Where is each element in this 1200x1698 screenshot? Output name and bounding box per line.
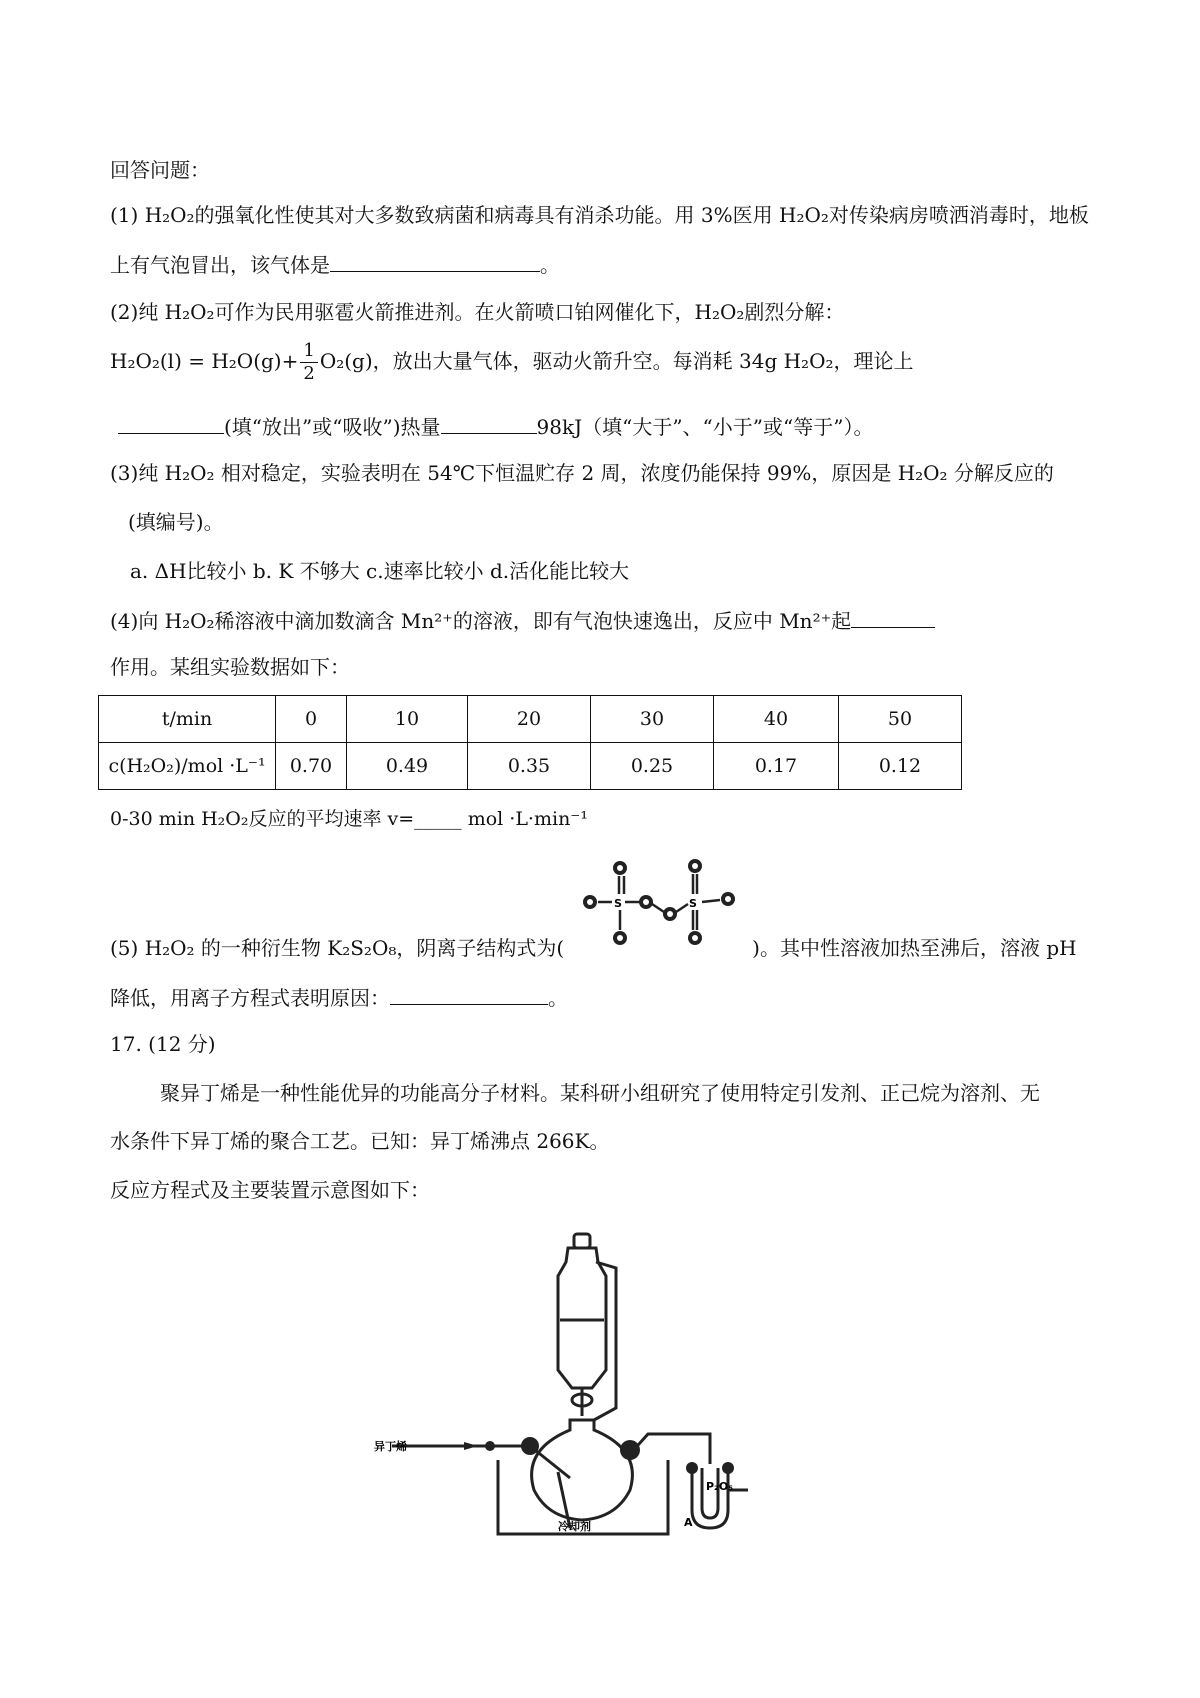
q1-text: 上有气泡冒出，该气体是 (110, 253, 330, 277)
drying-agent-label: P₂O₅ (706, 1480, 734, 1493)
q1-line1: (1) H₂O₂的强氧化性使其对大多数致病菌和病毒具有消杀功能。用 3%医用 H₂O₂对传染病房喷洒消毒时，地板 (110, 203, 1089, 227)
table-cell: 0.25 (591, 743, 714, 790)
table-cell: 0 (276, 696, 347, 743)
table-cell: 30 (591, 696, 714, 743)
table-cell: 10 (347, 696, 468, 743)
q5-answer-blank[interactable] (390, 982, 548, 1005)
q2-blank-2[interactable] (441, 411, 537, 434)
structure-s-left: S (614, 897, 622, 910)
section-heading: 回答问题： (110, 158, 210, 182)
q2-equation (110, 338, 914, 385)
q2-end: 98kJ（填“大于”、“小于”或“等于”）。 (536, 415, 874, 439)
structure-s-right: S (689, 897, 697, 910)
inlet-label: 异丁烯 (374, 1440, 407, 1453)
q4-line1 (110, 605, 935, 635)
fraction-denominator: 2 (303, 363, 315, 384)
q17-para1: 聚异丁烯是一种性能优异的功能高分子材料。某科研小组研究了使用特定引发剂、正己烷为溶剂、无 (160, 1081, 1040, 1105)
q1-line2 (110, 249, 560, 279)
q3-line2: (填编号)。 (128, 510, 224, 534)
fraction (300, 340, 317, 385)
q4-answer-blank[interactable] (851, 605, 935, 628)
q4-rate-line: 0-30 min H₂O₂反应的平均速率 v=_____ mol ·L·min⁻¹ (110, 808, 588, 830)
table-cell: 20 (468, 696, 591, 743)
table-cell: 0.12 (839, 743, 962, 790)
q5-suffix: )。其中性溶液加热至沸后，溶液 pH (752, 936, 1077, 960)
u-tube-label: A (684, 1516, 693, 1529)
table-row (99, 743, 962, 790)
fraction-numerator: 1 (300, 340, 317, 363)
table-cell: c(H₂O₂)/mol ·L⁻¹ (99, 743, 276, 790)
table-cell: 0.70 (276, 743, 347, 790)
q2-mid: (填“放出”或“吸收”)热量 (224, 415, 441, 439)
coolant-label: 冷却剂 (558, 1520, 591, 1533)
q5-line2 (110, 982, 568, 1012)
q4-text: (4)向 H₂O₂稀溶液中滴加数滴含 Mn²⁺的溶液，即有气泡快速逸出，反应中 Mn²⁺起 (110, 609, 852, 633)
q2-line3 (110, 411, 873, 441)
table-cell: 50 (839, 696, 962, 743)
q4-line2: 作用。某组实验数据如下： (110, 655, 350, 679)
q17-para2: 水条件下异丁烯的聚合工艺。已知：异丁烯沸点 266K。 (110, 1129, 610, 1153)
q2-line1: (2)纯 H₂O₂可作为民用驱雹火箭推进剂。在火箭喷口铂网催化下，H₂O₂剧烈分解： (110, 300, 845, 324)
table-row (99, 696, 962, 743)
q3-line1: (3)纯 H₂O₂ 相对稳定，实验表明在 54℃下恒温贮存 2 周，浓度仍能保持 99%，原因是 H₂O₂ 分解反应的 (110, 461, 1054, 485)
q1-end: 。 (540, 253, 560, 277)
table-cell: 0.17 (714, 743, 839, 790)
q3-options: a. ΔH比较小 b. K 不够大 c.速率比较小 d.活化能比较大 (130, 559, 630, 583)
data-table (98, 695, 962, 790)
q2-blank-1[interactable] (118, 411, 224, 434)
table-cell: 0.49 (347, 743, 468, 790)
table-cell: t/min (99, 696, 276, 743)
q5-text: (5) H₂O₂ 的一种衍生物 K₂S₂O₈，阴离子结构式为( (110, 936, 565, 960)
q1-answer-blank[interactable] (330, 249, 540, 272)
q2-eq-suffix: O₂(g)，放出大量气体，驱动火箭升空。每消耗 34g H₂O₂，理论上 (319, 349, 914, 373)
q5-text2: 降低，用离子方程式表明原因： (110, 986, 390, 1010)
q17-para3: 反应方程式及主要装置示意图如下： (110, 1178, 430, 1202)
q17-title: 17. (12 分) (110, 1032, 216, 1056)
q5-line1 (110, 934, 1077, 962)
table-cell: 40 (714, 696, 839, 743)
apparatus-diagram (374, 1228, 740, 1533)
q2-eq-prefix: H₂O₂(l) = H₂O(g)+ (110, 349, 299, 373)
q5-end: 。 (548, 986, 568, 1010)
table-cell: 0.35 (468, 743, 591, 790)
